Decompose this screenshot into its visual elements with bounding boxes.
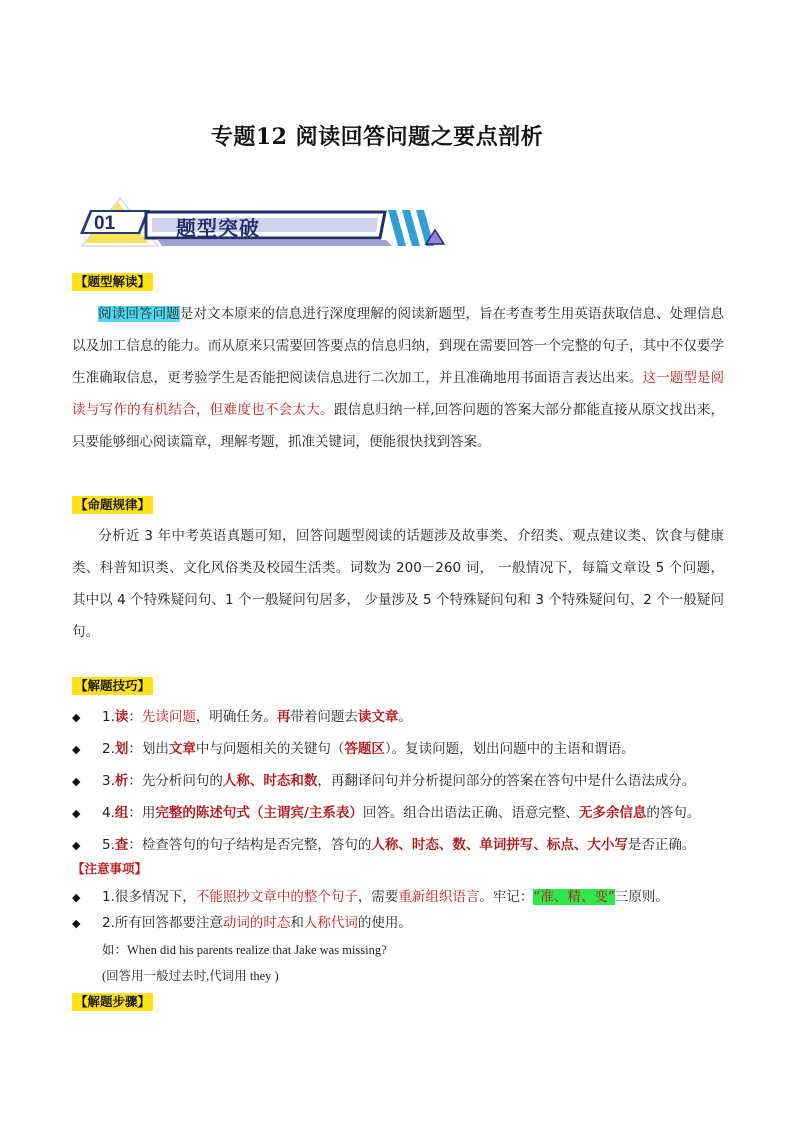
- banner-label: 题型突破: [176, 216, 260, 240]
- para-text: 分析近 3 年中考英语真题可知，回答问题型阅读的话题涉及故事类、介绍类、观点建议类、饮食与健康类、科普知识类、文化风俗类及校园生活类。词数为 200－260 词， 一般情况下，每篇文章设 5 个问题， 其中以 4 个特殊疑问句、1 个一般疑问句居多， 少量涉及 5 个特殊疑问句和 3 个特殊疑问句、2 个一般疑问句。: [72, 528, 724, 640]
- para-text: 是对文本原来的信息进行深度理解的阅读新题型，旨在考查考生用英语获取信息、处理信息以及加工信息的能力。而从原来只需要回答要点的信息归纳，到现在需要回答一个完整的句子，其中不仅要学生准确取信息，更考验学生是否能把阅读信息进行二次加工，并且准确地用书面语言表达出来。: [72, 306, 725, 386]
- banner-graphic: [80, 196, 450, 256]
- section-banner: [80, 196, 450, 256]
- diamond-bullet-icon: ◆: [72, 743, 81, 756]
- tag-notes: 【注意事项】: [72, 861, 148, 876]
- diamond-bullet-icon: ◆: [72, 711, 81, 724]
- note-item: ◆ 2.所有回答都要注意动词的时态和人称代词的使用。: [72, 913, 752, 934]
- tag-solving-steps: 【解题步骤】: [72, 993, 153, 1011]
- page-title: 专题12 阅读回答问题之要点剖析: [210, 124, 544, 150]
- example-question: 如：When did his parents realize that Jake was missing?: [102, 943, 387, 957]
- tip-item: ◆ 3.析：先分析问句的人称、时态和数，再翻译问句并分析提问部分的答案在答句中是什么语法成分。: [72, 771, 752, 792]
- example-note: (回答用一般过去时,代词用 they ): [102, 969, 279, 983]
- para-text: 跟信息归纳一样,回答问题的答案大部分都能直接从原文找出来，只要能够细心阅读篇章，理解考题，抓准关键词，便能很快找到答案。: [72, 402, 724, 450]
- highlight-principle: “准、精、变”: [533, 889, 615, 905]
- tag-question-type: 【题型解读】: [72, 273, 153, 291]
- tag-solving-tips: 【解题技巧】: [72, 677, 153, 695]
- diamond-bullet-icon: ◆: [72, 891, 81, 904]
- highlight-term: 阅读回答问题: [98, 306, 180, 322]
- tag-exam-pattern: 【命题规律】: [72, 496, 153, 514]
- diamond-bullet-icon: ◆: [72, 839, 81, 852]
- tip-item: ◆ 5.查：检查答句的句子结构是否完整，答句的人称、时态、数、单词拼写、标点、大小写是否正确。: [72, 835, 752, 856]
- paragraph-exam-pattern: [72, 520, 724, 648]
- tip-item: ◆ 2.划：划出文章中与问题相关的关键句（答题区）。复读问题，划出问题中的主语和谓语。: [72, 739, 752, 760]
- paragraph-question-type: [72, 298, 724, 458]
- diamond-bullet-icon: ◆: [72, 917, 81, 930]
- note-item: ◆ 1.很多情况下，不能照抄文章中的整个句子，需要重新组织语言。牢记：“准、精、变”三原则。: [72, 887, 752, 908]
- banner-number: 01: [94, 213, 116, 234]
- tip-item: ◆ 4.组：用完整的陈述句式（主谓宾/主系表）回答。组合出语法正确、语意完整、无多余信息的答句。: [72, 803, 752, 824]
- diamond-bullet-icon: ◆: [72, 775, 81, 788]
- red-emphasis: 这一题型是阅读与写作的有机结合，但难度也不会太大。: [72, 370, 725, 418]
- diamond-bullet-icon: ◆: [72, 807, 81, 820]
- tip-item: ◆ 1.读：先读问题，明确任务。再带着问题去读文章。: [72, 707, 752, 728]
